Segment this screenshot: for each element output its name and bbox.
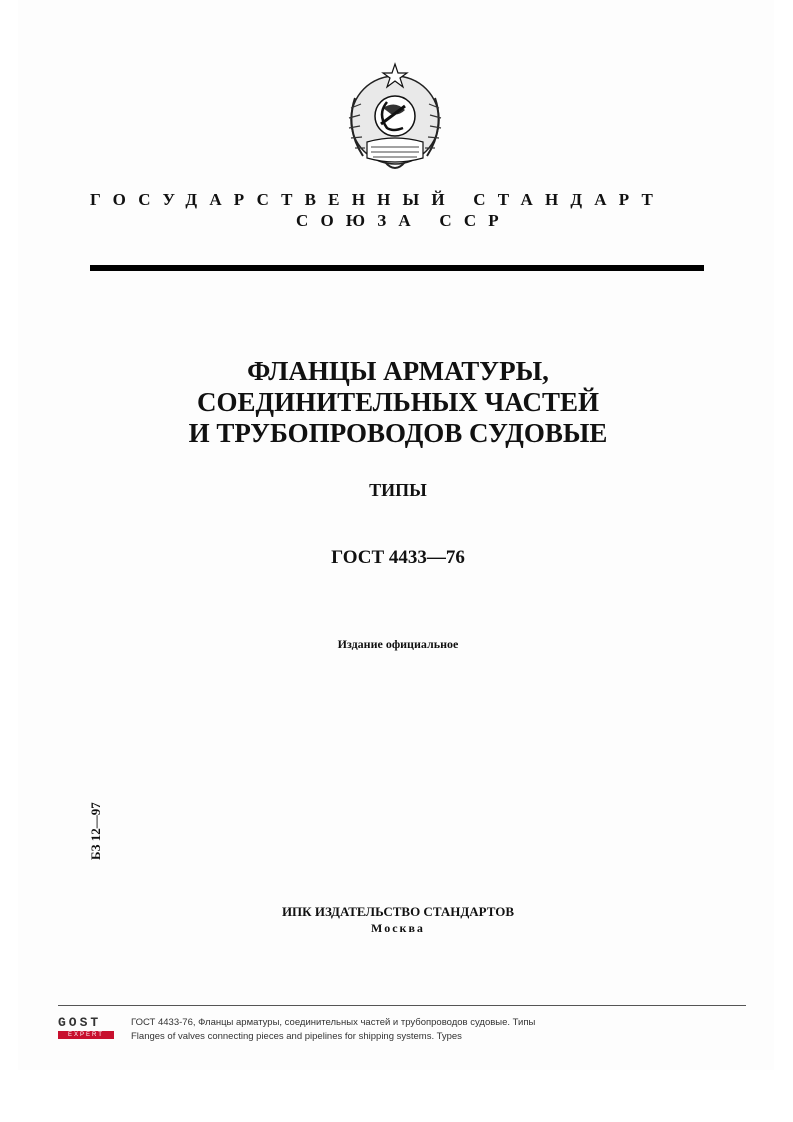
- publisher: ИПК ИЗДАТЕЛЬСТВО СТАНДАРТОВ: [281, 904, 515, 919]
- title-line: СОЕДИНИТЕЛЬНЫХ ЧАСТЕЙ: [197, 387, 599, 417]
- header-ussr: СОЮЗА ССР: [296, 211, 511, 230]
- ussr-emblem-icon: [333, 58, 457, 180]
- title-line: И ТРУБОПРОВОДОВ СУДОВЫЕ: [188, 418, 608, 448]
- document-title: [100, 356, 696, 449]
- footer-description-en: Flanges of valves connecting pieces and pipelines for shipping systems. Types: [131, 1031, 462, 1042]
- gost-expert-logo[interactable]: [58, 1016, 114, 1042]
- document-subtitle: ТИПЫ: [369, 480, 427, 500]
- header-state-standard: ГОСУДАРСТВЕННЫЙ СТАНДАРТ: [90, 190, 666, 209]
- footer-description-ru: ГОСТ 4433-76, Фланцы арматуры, соединительных частей и трубопроводов судовые. Типы: [131, 1017, 536, 1028]
- publication-city: Москва: [371, 921, 425, 935]
- logo-tagline: EXPERT: [58, 1031, 114, 1039]
- header-divider: [90, 265, 704, 271]
- standard-number: ГОСТ 4433—76: [331, 547, 465, 568]
- title-line: ФЛАНЦЫ АРМАТУРЫ,: [247, 356, 549, 386]
- side-code: БЗ 12—97: [88, 802, 103, 860]
- footer-divider: [58, 1005, 746, 1006]
- edition-label: Издание официальное: [337, 637, 459, 651]
- logo-wordmark: GOST: [58, 1015, 102, 1030]
